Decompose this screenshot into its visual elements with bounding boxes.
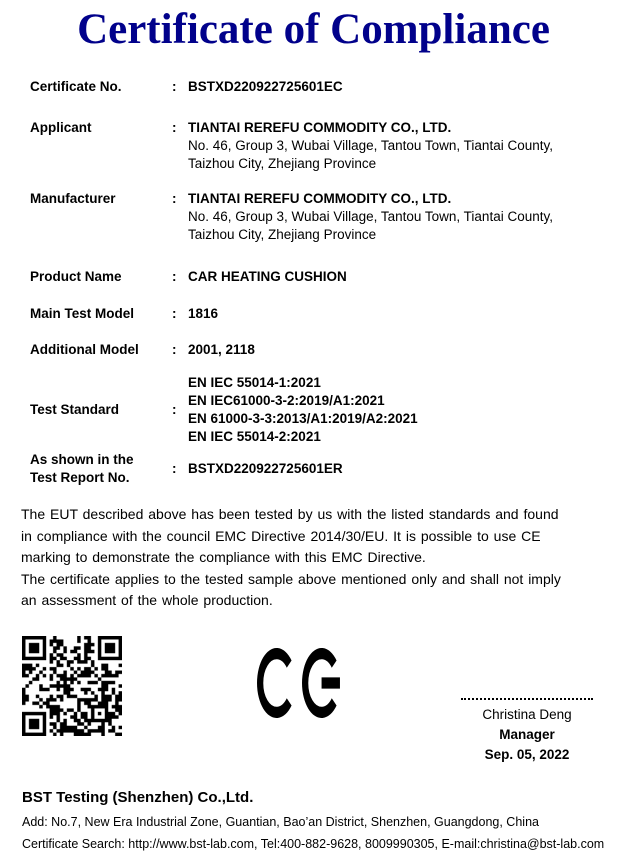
- test-standard-value: [188, 374, 605, 446]
- manufacturer-name: TIANTAI REREFU COMMODITY CO., LTD.: [188, 191, 452, 206]
- manufacturer-value: [188, 190, 605, 244]
- additional-model-label: Additional Model: [30, 342, 139, 357]
- declaration-line: in compliance with the council EMC Directive 2014/30/EU. It is possible to use CE: [21, 527, 541, 544]
- applicant-address-line1: No. 46, Group 3, Wubai Village, Tantou Town, Tiantai County,: [188, 138, 553, 153]
- certificate-title: Certificate of Compliance: [77, 6, 550, 53]
- colon: :: [172, 461, 177, 476]
- declaration-paragraph: [21, 504, 621, 612]
- product-name-label: Product Name: [30, 269, 122, 284]
- footer-address: Add: No.7, New Era Industrial Zone, Guantian, Bao’an District, Shenzhen, Guangdong, China: [22, 815, 539, 829]
- colon: :: [172, 269, 177, 284]
- field-main-test-model: [30, 305, 605, 323]
- declaration-line: an assessment of the whole production.: [21, 592, 273, 608]
- colon: :: [172, 402, 177, 417]
- applicant-value: [188, 119, 605, 173]
- field-test-report-no: [30, 451, 605, 487]
- main-test-model-value: 1816: [188, 306, 219, 321]
- colon: :: [172, 79, 177, 94]
- qr-code: [22, 636, 122, 736]
- declaration-line: The EUT described above has been tested by us with the listed standards and found: [21, 506, 559, 522]
- colon: :: [172, 120, 177, 135]
- main-test-model-label: Main Test Model: [30, 306, 135, 321]
- applicant-address-line2: Taizhou City, Zhejiang Province: [188, 156, 377, 171]
- field-certificate-no: [30, 78, 605, 96]
- additional-model-value: 2001, 2118: [188, 342, 255, 357]
- manufacturer-address-line2: Taizhou City, Zhejiang Province: [188, 227, 377, 242]
- test-report-label: [30, 451, 172, 487]
- colon: :: [172, 306, 177, 321]
- test-standard-line: EN IEC61000-3-2:2019/A1:2021: [188, 393, 385, 408]
- signature-title: Manager: [499, 727, 555, 742]
- declaration-line: The certificate applies to the tested sample above mentioned only and shall not imply: [21, 570, 561, 587]
- test-standard-line: EN IEC 55014-1:2021: [188, 375, 321, 390]
- colon: :: [172, 191, 177, 206]
- test-standard-label: Test Standard: [30, 402, 120, 417]
- test-report-label-line1: As shown in the: [30, 452, 134, 467]
- test-report-label-line2: Test Report No.: [30, 470, 130, 485]
- field-applicant: [30, 119, 605, 173]
- applicant-label: Applicant: [30, 120, 92, 135]
- manufacturer-address-line1: No. 46, Group 3, Wubai Village, Tantou Town, Tiantai County,: [188, 209, 553, 224]
- signature-name: Christina Deng: [482, 707, 572, 722]
- field-additional-model: [30, 341, 605, 359]
- colon: :: [172, 342, 177, 357]
- ce-mark-icon: [257, 648, 347, 718]
- product-name-value: CAR HEATING CUSHION: [188, 269, 347, 284]
- certificate-no-value: BSTXD220922725601EC: [188, 79, 343, 94]
- signature-block: [447, 696, 607, 765]
- footer-company-name: BST Testing (Shenzhen) Co.,Ltd.: [22, 789, 254, 806]
- field-test-standard: [30, 374, 605, 446]
- certificate-no-label: Certificate No.: [30, 79, 122, 94]
- signature-date: Sep. 05, 2022: [484, 747, 570, 762]
- signature-dotted-line: [461, 698, 593, 700]
- test-report-value: BSTXD220922725601ER: [188, 461, 343, 476]
- field-manufacturer: [30, 190, 605, 244]
- test-standard-line: EN 61000-3-3:2013/A1:2019/A2:2021: [188, 411, 418, 426]
- test-standard-line: EN IEC 55014-2:2021: [188, 429, 321, 444]
- footer-contact: Certificate Search: http://www.bst-lab.com, Tel:400-882-9628, 8009990305, E-mail:christina@bst-lab.com: [22, 837, 605, 851]
- field-product-name: [30, 268, 605, 286]
- applicant-name: TIANTAI REREFU COMMODITY CO., LTD.: [188, 120, 452, 135]
- declaration-line: marking to demonstrate the compliance with this EMC Directive.: [21, 549, 426, 565]
- manufacturer-label: Manufacturer: [30, 191, 116, 206]
